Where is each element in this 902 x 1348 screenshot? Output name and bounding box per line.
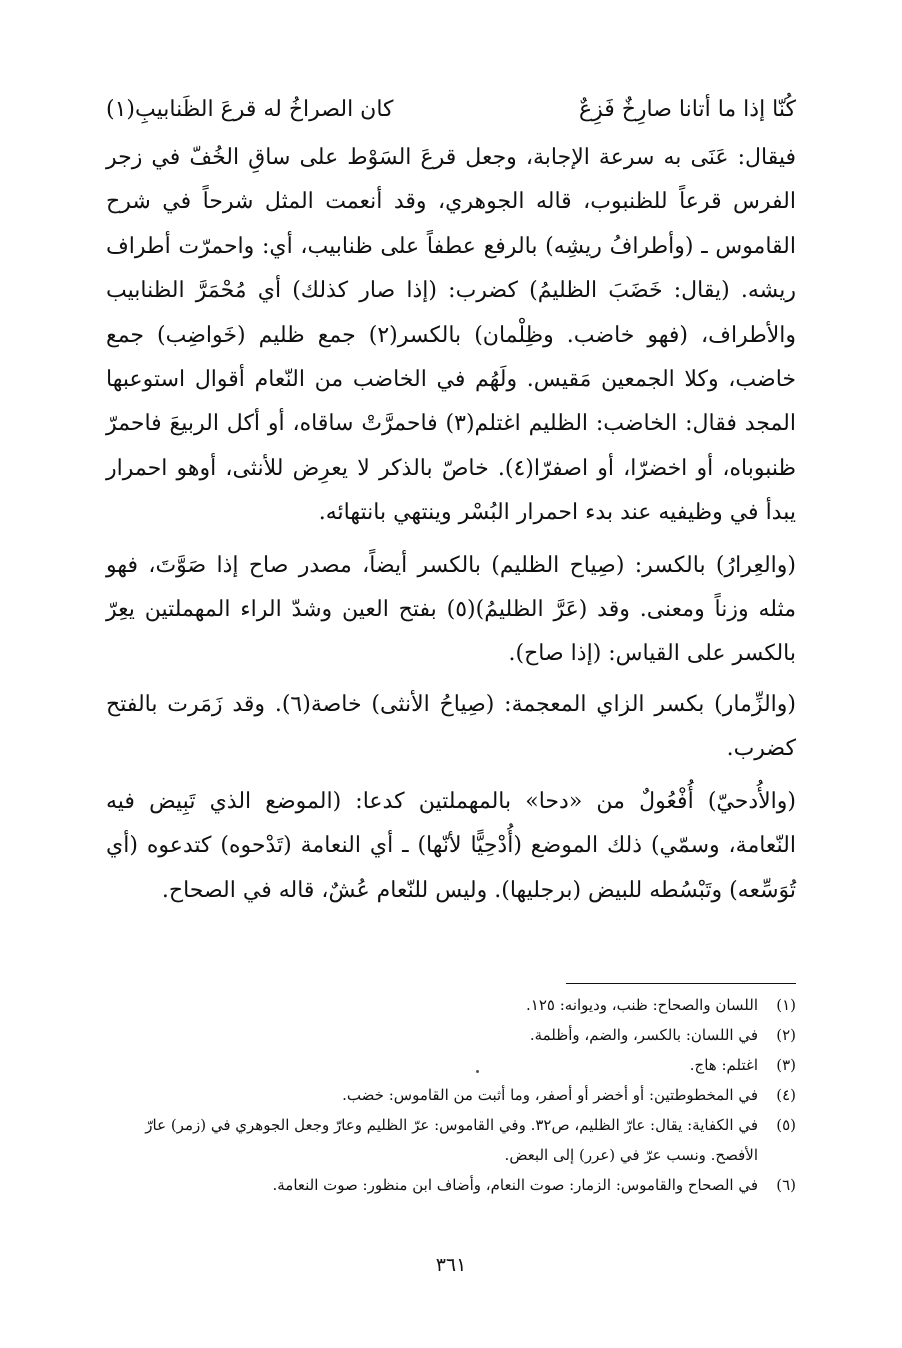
- footnote-text: في اللسان: بالكسر، والضم، وأظلمة.: [529, 1026, 758, 1044]
- page-number: ٣٦١: [435, 1254, 467, 1276]
- footnote-item: [106, 1170, 796, 1200]
- paragraph-khadib: فيقال: عَنَى به سرعة الإجابة، وجعل قرعَ السَوْط على ساقِ الخُفّ في زجر الفرس قرعاً للظنبوب، قاله الجوهري، وقد أنعمت المثل شرحاً في شرح القاموس ـ (وأطرافُ ريشِه) بالرفع عطفاً على ظنابيب، أي: واحمرّت أطراف ريشه. (يقال: خَضَبَ الظليمُ) كضرب: (إذا صار كذلك) أي مُحْمَرَّ الظنابيب والأطراف، (فهو خاضب. وظِلْمان) بالكسر(٢) جمع ظليم (خَواضِب) جمع خاضب، وكلا الجمعين مَقيس. ولَهُم في الخاضب من النّعام أقوال استوعبها المجد فقال: الخاضب: الظليم اغتلم(٣) فاحمرَّتْ ساقاه، أو أكل الربيعَ فاحمرّ ظنبوباه، أو اخضرّا، أو اصفرّا(٤). خاصّ بالذكر لا يعرِض للأنثى، أوهو احمرار يبدأ في وظيفيه عند بدء احمرار البُسْر وينتهي بانتهائه.: [106, 145, 796, 526]
- footnotes: [106, 990, 796, 1200]
- footnote-separator: [566, 983, 796, 984]
- footnote-item: [106, 1050, 796, 1080]
- footnote-item: [106, 1110, 796, 1170]
- footnote-number: (١): [776, 996, 796, 1014]
- footnote-number: (٦): [776, 1176, 796, 1194]
- footnote-number: (٣): [776, 1056, 796, 1074]
- verse-first-hemistich: كُنّا إذا ما أتانا صارِخٌ فَزِعٌ: [578, 97, 796, 122]
- footnote-text: اغتلم: هاج.: [689, 1056, 758, 1074]
- print-speck: [476, 1070, 479, 1073]
- footnote-number: (٥): [776, 1116, 796, 1134]
- footnote-number: (٢): [776, 1026, 796, 1044]
- paragraph-udhiyy: (والأُدحيّ) أُفْعُولٌ من «دحا» بالمهملتين كدعا: (الموضع الذي تَبِيض فيه النّعامة، وسمّي) ذلك الموضع (أُدْحِيًّا لأنّها) ـ أي النعامة (تَدْحوه) كتدعوه (أي تُوَسِّعه) وتَبْسُطه للبيض (برجليها). وليس للنّعام عُشٌ، قاله في الصحاح.: [106, 788, 796, 903]
- footnote-text: في الصحاح والقاموس: الزمار: صوت النعام، وأضاف ابن منظور: صوت النعامة.: [272, 1176, 758, 1194]
- footnote-item: [106, 990, 796, 1020]
- footnote-text: اللسان والصحاح: ظنب، وديوانه: ١٢٥.: [526, 996, 758, 1014]
- footnote-text: في الكفاية: يقال: عارّ الظليم، ص٣٢. وفي القاموس: عرّ الظليم وعارّ وجعل الجوهري في (زمر) عارّ الأفصح. ونسب عرّ في (عرر) إلى البعض.: [145, 1116, 758, 1164]
- footnote-item: [106, 1020, 796, 1050]
- footnote-text: في المخطوطتين: أو أخضر أو أصفر، وما أثبت من القاموس: خضب.: [342, 1086, 758, 1104]
- footnote-number: (٤): [776, 1086, 796, 1104]
- paragraph-irar: (والعِرارُ) بالكسر: (صِياح الظليم) بالكسر أيضاً، مصدر صاح إذا صَوَّتَ، فهو مثله وزناً ومعنى. وقد (عَرَّ الظليمُ)(٥) بفتح العين وشدّ الراء المهملتين يعِرّ بالكسر على القياس: (إذا صاح).: [106, 552, 796, 667]
- paragraph-zimar: (والزِّمار) بكسر الزاي المعجمة: (صِياحُ الأنثى) خاصة(٦). وقد زَمَرت بالفتح كضرب.: [106, 691, 797, 762]
- verse-second-hemistich: كان الصراخُ له قرعَ الظَنابيبِ(١): [106, 97, 394, 122]
- poetry-verse: [106, 88, 796, 132]
- footnote-item: [106, 1080, 796, 1110]
- main-text: [106, 88, 796, 919]
